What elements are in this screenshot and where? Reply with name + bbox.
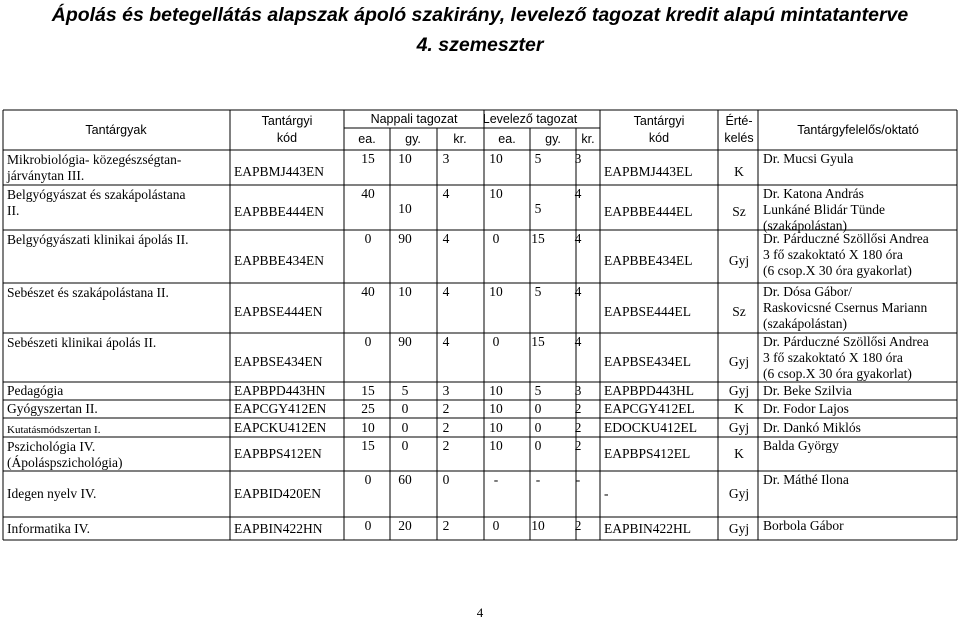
value-9-5: -	[575, 472, 581, 487]
code2-5: EAPBPD443HL	[604, 383, 695, 398]
eval-6: K	[734, 401, 744, 416]
header-code2-bottom: kód	[648, 131, 670, 145]
header-sub-5: kr.	[581, 132, 595, 146]
value-5-3: 10	[489, 383, 503, 398]
responsible-3-line-0: Dr. Dósa Gábor/	[763, 284, 852, 299]
responsible-4-line-1: 3 fő szakoktató X 180 óra	[763, 350, 903, 365]
eval-9: Gyj	[728, 486, 750, 501]
header-code-bottom: kód	[276, 131, 298, 145]
value-10-2: 2	[442, 518, 450, 533]
subject-5-line-0: Pedagógia	[7, 383, 64, 398]
value-7-0: 10	[361, 419, 375, 435]
value-0-0: 15	[361, 151, 375, 166]
value-3-5: 4	[574, 284, 582, 299]
value-3-1: 10	[398, 284, 412, 299]
code2-1: EAPBBE444EL	[604, 203, 693, 219]
code-8: EAPBPS412EN	[234, 446, 322, 461]
responsible-3-line-2: (szakápolástan)	[763, 316, 847, 331]
value-6-5: 2	[574, 401, 582, 416]
value-7-2: 2	[442, 419, 450, 435]
subject-3-line-0: Sebészet és szakápolástana II.	[7, 285, 169, 300]
value-0-4: 5	[534, 151, 542, 166]
header-correspondence: Levelező tagozat	[482, 112, 578, 126]
code-0: EAPBMJ443EN	[234, 163, 325, 179]
header-code2-top: Tantárgyi	[633, 114, 685, 128]
header-sub-2: kr.	[453, 132, 467, 146]
value-5-5: 3	[574, 383, 582, 398]
value-6-2: 2	[442, 401, 450, 416]
eval-10: Gyj	[728, 520, 750, 536]
value-10-4: 10	[531, 518, 545, 533]
value-6-1: 0	[401, 401, 409, 416]
eval-3: Sz	[732, 304, 746, 319]
header-subject: Tantárgyak	[85, 123, 147, 137]
value-10-3: 0	[492, 518, 500, 533]
value-5-1: 5	[401, 383, 409, 398]
header-code-top: Tantárgyi	[261, 114, 313, 128]
value-4-4: 15	[531, 334, 545, 349]
subject-10-line-0: Informatika IV.	[7, 520, 90, 536]
eval-0: K	[734, 163, 744, 179]
value-7-3: 10	[489, 419, 503, 435]
subject-0-line-0: Mikrobiológia- közegészségtan-	[7, 152, 182, 167]
value-7-4: 0	[534, 419, 542, 435]
value-7-1: 0	[401, 419, 409, 435]
header-eval-bottom: kelés	[724, 131, 754, 145]
code2-7: EDOCKU412EL	[604, 419, 697, 435]
responsible-5-line-0: Dr. Beke Szilvia	[763, 383, 852, 398]
value-6-0: 25	[361, 401, 375, 416]
value-9-4: -	[535, 472, 541, 487]
code-7: EAPCKU412EN	[234, 419, 327, 435]
code2-8: EAPBPS412EL	[604, 446, 691, 461]
value-0-2: 3	[442, 151, 450, 166]
value-7-5: 2	[574, 419, 582, 435]
eval-4: Gyj	[728, 353, 750, 369]
responsible-3-line-1: Raskovicsné Csernus Mariann	[763, 300, 928, 315]
code2-4: EAPBSE434EL	[604, 353, 692, 369]
value-5-0: 15	[361, 383, 375, 398]
value-4-2: 4	[442, 334, 450, 349]
responsible-2-line-2: (6 csop.X 30 óra gyakorlat)	[763, 263, 912, 278]
value-8-0: 15	[361, 438, 375, 453]
responsible-9-line-0: Dr. Máthé Ilona	[763, 472, 849, 487]
code-9: EAPBID420EN	[234, 486, 321, 501]
value-9-1: 60	[398, 472, 412, 487]
code-2: EAPBBE434EN	[234, 252, 325, 268]
value-9-2: 0	[442, 472, 450, 487]
code2-3: EAPBSE444EL	[604, 304, 692, 319]
value-10-0: 0	[364, 518, 372, 533]
responsible-4-line-0: Dr. Párduczné Szöllősi Andrea	[763, 334, 929, 349]
value-5-2: 3	[442, 383, 450, 398]
value-5-4: 5	[534, 383, 542, 398]
value-2-2: 4	[442, 231, 450, 246]
value-10-1: 20	[398, 518, 412, 533]
value-8-2: 2	[442, 438, 450, 453]
value-9-0: 0	[364, 472, 372, 487]
value-3-2: 4	[442, 284, 450, 299]
code-4: EAPBSE434EN	[234, 353, 323, 369]
responsible-7-line-0: Dr. Dankó Miklós	[763, 419, 861, 435]
value-8-3: 10	[489, 438, 503, 453]
value-2-4: 15	[531, 231, 545, 246]
value-4-1: 90	[398, 334, 412, 349]
eval-5: Gyj	[728, 383, 750, 398]
code-5: EAPBPD443HN	[234, 383, 326, 398]
subject-2-line-0: Belgyógyászati klinikai ápolás II.	[7, 232, 189, 247]
value-4-0: 0	[364, 334, 372, 349]
code-6: EAPCGY412EN	[234, 401, 327, 416]
value-1-1: 10	[398, 201, 412, 216]
code2-6: EAPCGY412EL	[604, 401, 695, 416]
value-1-2: 4	[442, 186, 450, 201]
responsible-1-line-0: Dr. Katona András	[763, 186, 864, 201]
value-2-3: 0	[492, 231, 500, 246]
eval-7: Gyj	[728, 419, 750, 435]
subject-8-line-1: (Ápoláspszichológia)	[7, 455, 123, 470]
responsible-10-line-0: Borbola Gábor	[763, 518, 844, 533]
header-eval-top: Érté-	[725, 114, 753, 128]
header-daytime: Nappali tagozat	[370, 112, 458, 126]
semester-title: 4. szemeszter	[416, 34, 544, 56]
value-3-4: 5	[534, 284, 542, 299]
responsible-2-line-1: 3 fő szakoktató X 180 óra	[763, 247, 903, 262]
value-6-3: 10	[489, 401, 503, 416]
subject-1-line-1: II.	[7, 203, 20, 218]
responsible-6-line-0: Dr. Fodor Lajos	[763, 401, 849, 416]
value-3-3: 10	[489, 284, 503, 299]
value-0-3: 10	[489, 151, 503, 166]
code2-9: -	[604, 486, 609, 501]
value-1-4: 5	[534, 201, 542, 216]
value-8-1: 0	[401, 438, 409, 453]
value-1-0: 40	[361, 186, 375, 201]
responsible-0-line-0: Dr. Mucsi Gyula	[763, 151, 854, 166]
header-sub-4: gy.	[545, 132, 561, 146]
page-number: 4	[476, 605, 484, 620]
subject-6-line-0: Gyógyszertan II.	[7, 401, 98, 416]
subject-8-line-0: Pszichológia IV.	[7, 439, 96, 454]
responsible-1-line-1: Lunkáné Blidár Tünde	[763, 202, 885, 217]
value-0-1: 10	[398, 151, 412, 166]
responsible-4-line-2: (6 csop.X 30 óra gyakorlat)	[763, 366, 912, 381]
header-sub-1: gy.	[405, 132, 421, 146]
subject-1-line-0: Belgyógyászat és szakápolástana	[7, 187, 186, 202]
code2-2: EAPBBE434EL	[604, 252, 693, 268]
header-sub-0: ea.	[358, 132, 376, 146]
eval-1: Sz	[732, 203, 746, 219]
subject-0-line-1: járványtan III.	[7, 168, 85, 183]
header-sub-3: ea.	[498, 132, 516, 146]
header-responsible: Tantárgyfelelős/oktató	[797, 123, 919, 137]
value-8-5: 2	[574, 438, 582, 453]
value-4-5: 4	[574, 334, 582, 349]
value-2-0: 0	[364, 231, 372, 246]
responsible-1-line-2: (szakápolástan)	[763, 218, 847, 233]
document-title: Ápolás és betegellátás alapszak ápoló szakirány, levelező tagozat kredit alapú mintatanterve	[51, 4, 909, 26]
responsible-8-line-0: Balda György	[763, 438, 839, 453]
value-8-4: 0	[534, 438, 542, 453]
code-3: EAPBSE444EN	[234, 304, 323, 319]
value-10-5: 2	[574, 518, 582, 533]
eval-2: Gyj	[728, 252, 750, 268]
eval-8: K	[734, 446, 744, 461]
value-2-1: 90	[398, 231, 412, 246]
code-1: EAPBBE444EN	[234, 203, 325, 219]
value-9-3: -	[493, 472, 499, 487]
value-1-5: 4	[574, 186, 582, 201]
subject-4-line-0: Sebészeti klinikai ápolás II.	[7, 335, 157, 350]
code2-0: EAPBMJ443EL	[604, 163, 693, 179]
subject-7-line-0: Kutatásmódszertan I.	[7, 423, 101, 436]
responsible-2-line-0: Dr. Párduczné Szöllősi Andrea	[763, 231, 929, 246]
subject-9-line-0: Idegen nyelv IV.	[7, 486, 97, 501]
value-6-4: 0	[534, 401, 542, 416]
value-2-5: 4	[574, 231, 582, 246]
value-3-0: 40	[361, 284, 375, 299]
value-1-3: 10	[489, 186, 503, 201]
value-4-3: 0	[492, 334, 500, 349]
code2-10: EAPBIN422HL	[604, 520, 691, 536]
value-0-5: 3	[574, 151, 582, 166]
code-10: EAPBIN422HN	[234, 520, 323, 536]
